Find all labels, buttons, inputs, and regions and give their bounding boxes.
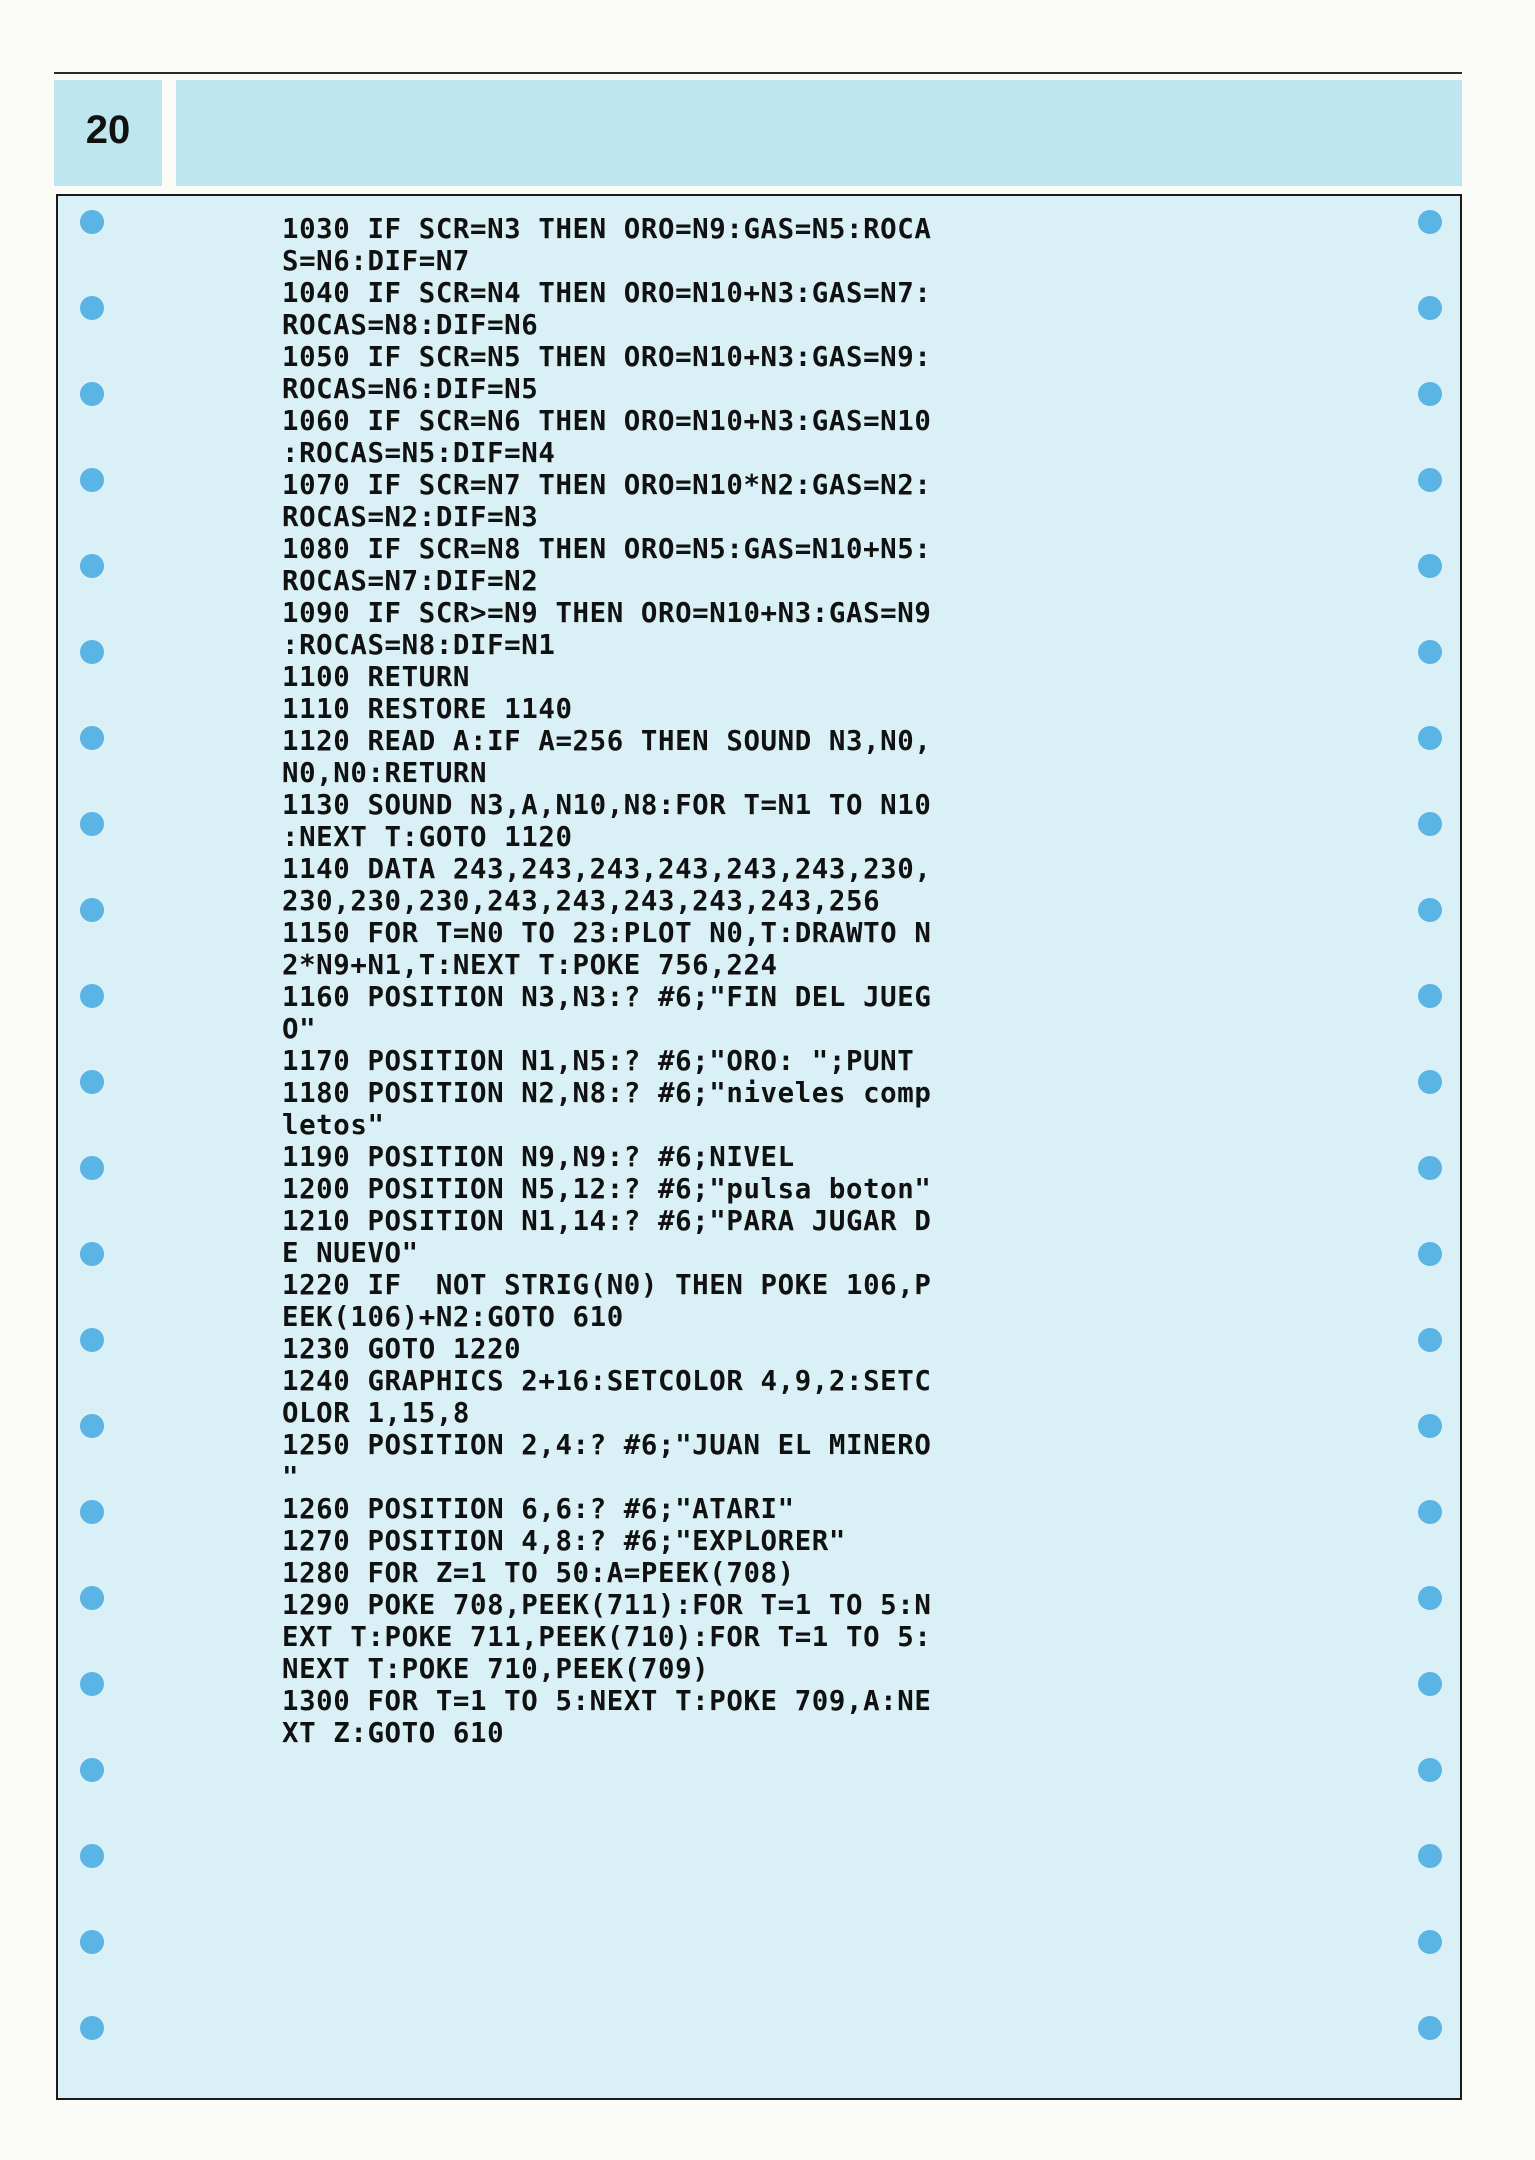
perforation-hole-icon [80,1844,104,1868]
perforation-hole-icon [1418,1414,1442,1438]
code-line: 1140 DATA 243,243,243,243,243,243,230, [282,854,932,885]
code-line: 1220 IF NOT STRIG(N0) THEN POKE 106,P [282,1270,932,1301]
code-line: O" [282,1014,317,1045]
code-line: S=N6:DIF=N7 [282,246,470,277]
code-line: 1280 FOR Z=1 TO 50:A=PEEK(708) [282,1558,795,1589]
perforation-hole-icon [1418,1328,1442,1352]
code-line: 1200 POSITION N5,12:? #6;"pulsa boton" [282,1174,932,1205]
perforation-hole-icon [1418,382,1442,406]
code-line: 1080 IF SCR=N8 THEN ORO=N5:GAS=N10+N5: [282,534,932,565]
perforation-hole-icon [1418,1758,1442,1782]
code-line: :ROCAS=N8:DIF=N1 [282,630,556,661]
code-line: 1180 POSITION N2,N8:? #6;"niveles comp [282,1078,932,1109]
listing-frame [56,194,1462,2100]
perforation-hole-icon [80,296,104,320]
code-line: 1300 FOR T=1 TO 5:NEXT T:POKE 709,A:NE [282,1686,932,1717]
code-line: 230,230,230,243,243,243,243,243,256 [282,886,881,917]
perforation-hole-icon [80,640,104,664]
code-line: " [282,1462,300,1493]
code-line: :NEXT T:GOTO 1120 [282,822,573,853]
perforation-hole-icon [1418,1156,1442,1180]
perforation-hole-icon [80,382,104,406]
code-line: ROCAS=N8:DIF=N6 [282,310,539,341]
basic-program-listing [282,214,1302,1750]
code-line: 1090 IF SCR>=N9 THEN ORO=N10+N3:GAS=N9 [282,598,932,629]
code-line: ROCAS=N7:DIF=N2 [282,566,539,597]
perforation-hole-icon [80,1672,104,1696]
perforation-hole-icon [80,1586,104,1610]
code-line: EXT T:POKE 711,PEEK(710):FOR T=1 TO 5: [282,1622,932,1653]
perforation-hole-icon [80,1930,104,1954]
perforation-hole-icon [1418,984,1442,1008]
perforation-hole-icon [80,984,104,1008]
code-line: 1190 POSITION N9,N9:? #6;NIVEL [282,1142,795,1173]
code-line: ROCAS=N2:DIF=N3 [282,502,539,533]
perforation-hole-icon [80,1242,104,1266]
code-line: 1030 IF SCR=N3 THEN ORO=N9:GAS=N5:ROCA [282,214,932,245]
perforation-hole-icon [80,1070,104,1094]
code-line: letos" [282,1110,385,1141]
code-line: 1120 READ A:IF A=256 THEN SOUND N3,N0, [282,726,932,757]
perforation-hole-icon [80,468,104,492]
perforation-hole-icon [1418,726,1442,750]
perforation-hole-icon [80,1328,104,1352]
perforation-hole-icon [1418,640,1442,664]
perforation-hole-icon [80,2016,104,2040]
code-line: 1050 IF SCR=N5 THEN ORO=N10+N3:GAS=N9: [282,342,932,373]
perforation-hole-icon [1418,554,1442,578]
code-line: 1070 IF SCR=N7 THEN ORO=N10*N2:GAS=N2: [282,470,932,501]
perforation-hole-icon [1418,1586,1442,1610]
code-line: 1040 IF SCR=N4 THEN ORO=N10+N3:GAS=N7: [282,278,932,309]
code-line: OLOR 1,15,8 [282,1398,470,1429]
code-line: N0,N0:RETURN [282,758,488,789]
code-line: NEXT T:POKE 710,PEEK(709) [282,1654,710,1685]
code-line: 1160 POSITION N3,N3:? #6;"FIN DEL JUEG [282,982,932,1013]
perforation-hole-icon [1418,1844,1442,1868]
code-line: 1130 SOUND N3,A,N10,N8:FOR T=N1 TO N10 [282,790,932,821]
perforation-hole-icon [80,1156,104,1180]
perforation-hole-icon [1418,898,1442,922]
code-line: :ROCAS=N5:DIF=N4 [282,438,556,469]
perforation-hole-icon [1418,210,1442,234]
perforation-hole-icon [1418,1930,1442,1954]
code-line: 1100 RETURN [282,662,470,693]
code-line: 1250 POSITION 2,4:? #6;"JUAN EL MINERO [282,1430,932,1461]
perforation-hole-icon [80,812,104,836]
code-line: 1240 GRAPHICS 2+16:SETCOLOR 4,9,2:SETC [282,1366,932,1397]
perforation-hole-icon [1418,1242,1442,1266]
code-line: 2*N9+N1,T:NEXT T:POKE 756,224 [282,950,778,981]
perforation-hole-icon [1418,812,1442,836]
perforation-hole-icon [1418,296,1442,320]
code-line: 1060 IF SCR=N6 THEN ORO=N10+N3:GAS=N10 [282,406,932,437]
code-line: 1260 POSITION 6,6:? #6;"ATARI" [282,1494,795,1525]
perforation-hole-icon [80,1414,104,1438]
code-line: 1270 POSITION 4,8:? #6;"EXPLORER" [282,1526,846,1557]
perforation-hole-icon [1418,2016,1442,2040]
perforation-hole-icon [1418,1070,1442,1094]
top-rule [54,72,1462,74]
code-line: EEK(106)+N2:GOTO 610 [282,1302,624,1333]
perforation-hole-icon [80,726,104,750]
header-band [176,80,1462,186]
code-line: 1230 GOTO 1220 [282,1334,522,1365]
perforation-hole-icon [1418,468,1442,492]
code-line: 1170 POSITION N1,N5:? #6;"ORO: ";PUNT [282,1046,915,1077]
code-line: 1150 FOR T=N0 TO 23:PLOT N0,T:DRAWTO N [282,918,932,949]
perforation-hole-icon [80,898,104,922]
code-line: 1110 RESTORE 1140 [282,694,573,725]
perforation-hole-icon [80,1500,104,1524]
code-line: 1290 POKE 708,PEEK(711):FOR T=1 TO 5:N [282,1590,932,1621]
perforation-hole-icon [80,210,104,234]
page-number-box [54,80,162,186]
perforation-hole-icon [80,554,104,578]
code-line: ROCAS=N6:DIF=N5 [282,374,539,405]
code-line: E NUEVO" [282,1238,419,1269]
code-line: 1210 POSITION N1,14:? #6;"PARA JUGAR D [282,1206,932,1237]
left-perforation-strip [70,196,110,2098]
right-perforation-strip [1408,196,1448,2098]
page-number: 20 [85,108,131,152]
code-line: XT Z:GOTO 610 [282,1718,505,1749]
perforation-hole-icon [1418,1672,1442,1696]
perforation-hole-icon [1418,1500,1442,1524]
perforation-hole-icon [80,1758,104,1782]
